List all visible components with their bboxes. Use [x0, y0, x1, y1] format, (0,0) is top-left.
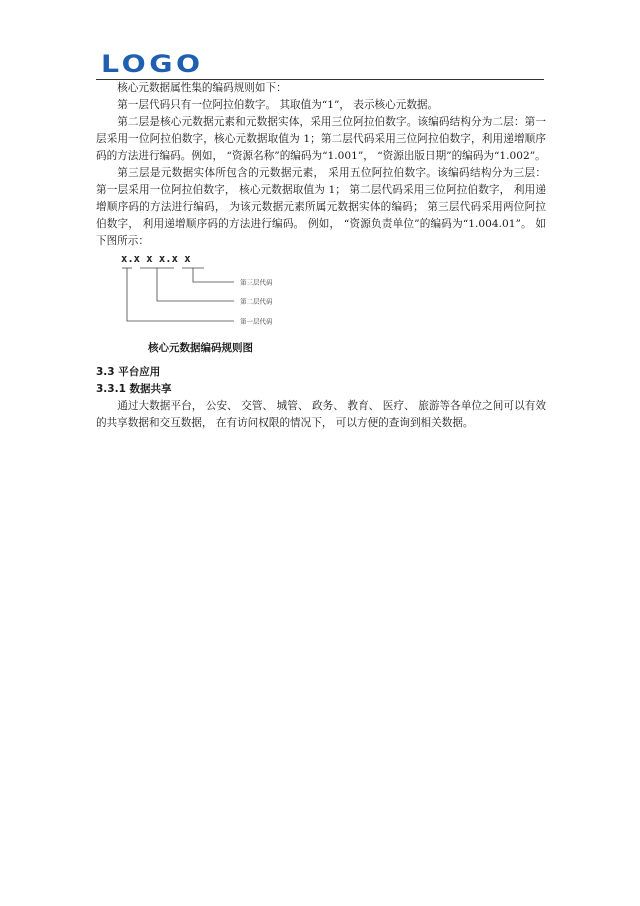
- layer1-connector: [127, 268, 234, 321]
- paragraph-intro: 核心元数据属性集的编码规则如下：: [117, 82, 287, 94]
- encoding-diagram: [96, 250, 546, 358]
- paragraph-layer3: 第三层是元数据实体所包含的元数据元素， 采用五位阿拉伯数字。该编码结构分为三层： 第一层采用一位阿拉伯数字， 核心元数据取值为 1； 第二层代码采用三位阿拉伯数字， 利用递增顺序码的方法进行编码， 为该元数据元素所属元数据实体的编码； 第三层代码采用两位阿拉伯数字， 利用递增顺序码的方法进行编码。 例如， “资源负责单位”的编码为“1.004.01”。 如下图所示：: [96, 167, 546, 247]
- label-layer1: 第一层代码: [240, 317, 273, 326]
- layer3-connector: [193, 268, 234, 282]
- paragraph-layer2: 第二层是核心元数据元素和元数据实体，采用三位阿拉伯数字。该编码结构分为二层：第一层采用一位阿拉伯数字，核心元数据取值为 1；第二层代码采用三位阿拉伯数字，利用递增顺序码的方法进行编码。例如， “资源名称”的编码为“1.001”， “资源出版日期”的编码为“1.002”。: [96, 116, 546, 162]
- label-layer3: 第三层代码: [240, 278, 273, 287]
- code-pattern: x.x x x.x x: [121, 253, 191, 265]
- label-layer2: 第二层代码: [240, 297, 273, 306]
- logo: LOGO: [101, 50, 204, 78]
- layer2-connector: [157, 268, 234, 301]
- document-body: [96, 80, 546, 432]
- paragraph-layer1: 第一层代码只有一位阿拉伯数字。 其取值为“1”， 表示核心元数据。: [117, 99, 439, 111]
- section-heading: 3.3 平台应用: [96, 366, 161, 378]
- diagram-caption: 核心元数据编码规则图: [148, 342, 253, 354]
- paragraph-data-sharing: 通过大数据平台， 公安、 交管、 城管、 政务、 教育、 医疗、 旅游等各单位之间可以有效的共享数据和交互数据， 在有访问权限的情况下， 可以方便的查询到相关数据。: [96, 400, 546, 429]
- subsection-heading: 3.3.1 数据共享: [96, 383, 172, 395]
- encoding-diagram-svg: [96, 250, 546, 340]
